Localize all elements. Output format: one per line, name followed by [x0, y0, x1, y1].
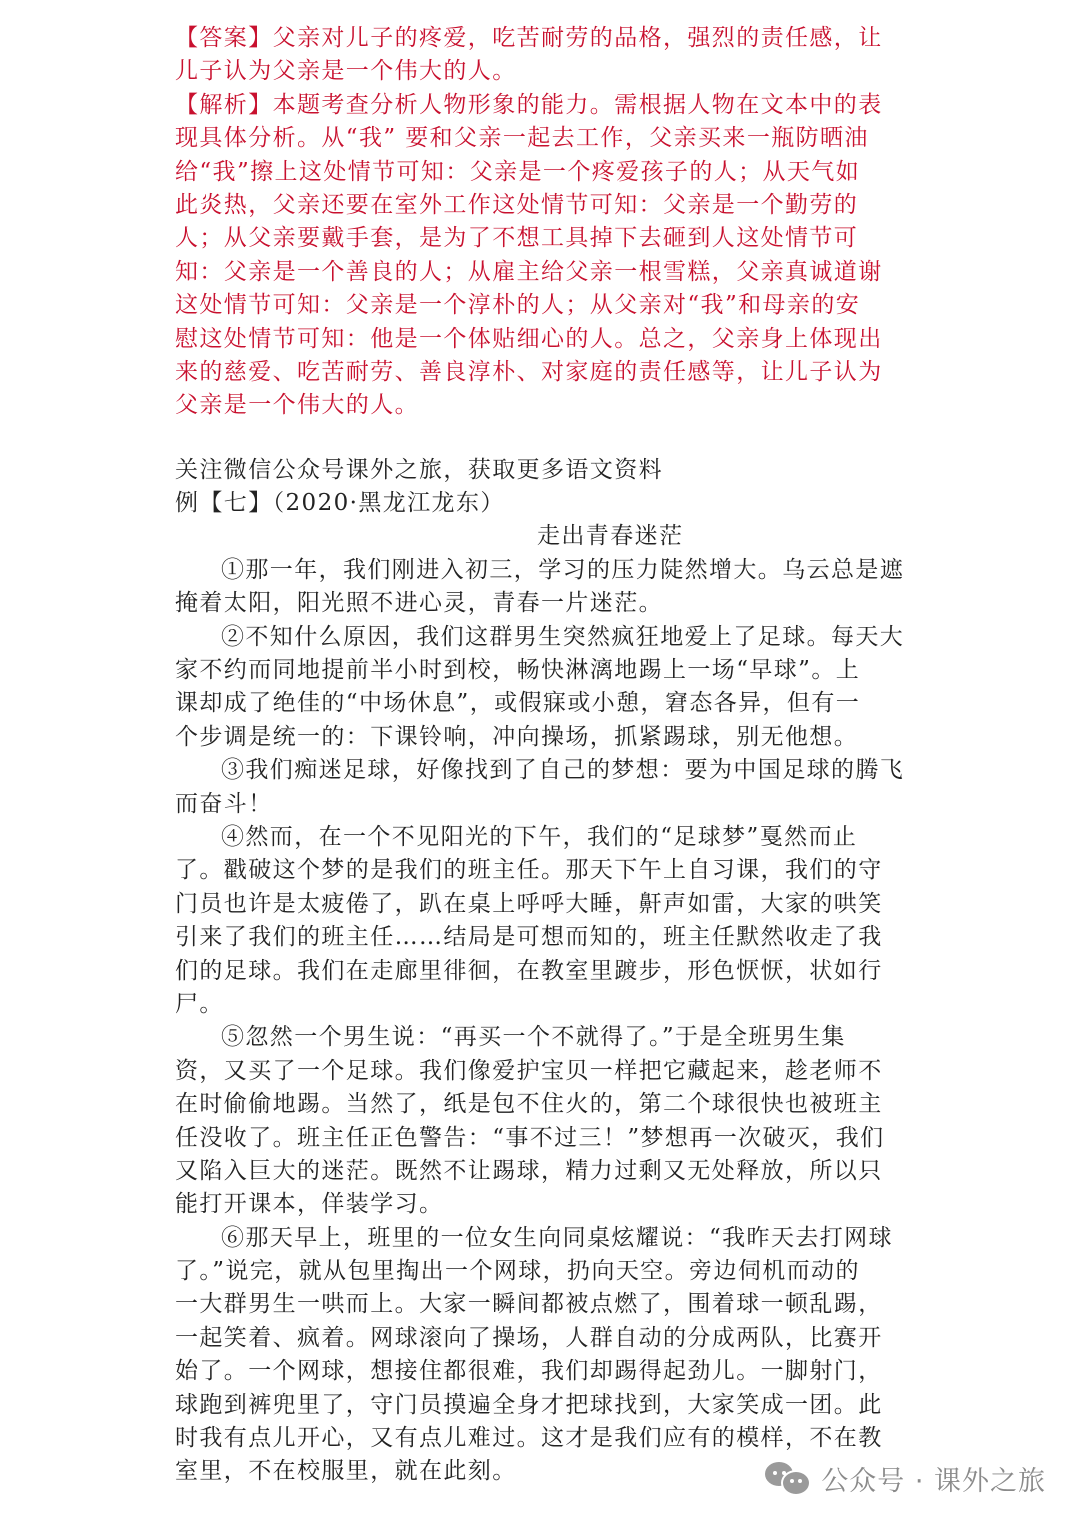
- paragraph-line: 个步调是统一的：下课铃响，冲向操场，抓紧踢球，别无他想。: [175, 723, 859, 750]
- paragraph-line: 尸。: [175, 990, 224, 1017]
- paragraph-line: 资，又买了一个足球。我们像爱护宝贝一样把它藏起来，趁老师不: [175, 1057, 883, 1084]
- analysis-line: 来的慈爱、吃苦耐劳、善良淳朴、对家庭的责任感等，让儿子认为: [175, 358, 883, 385]
- analysis-line: 知：父亲是一个善良的人；从雇主给父亲一根雪糕，父亲真诚道谢: [175, 258, 883, 285]
- paragraph-line: ⑥那天早上，班里的一位女生向同桌炫耀说：“我昨天去打网球: [221, 1224, 893, 1251]
- paragraph-line: 掩着太阳，阳光照不进心灵，青春一片迷茫。: [175, 590, 663, 617]
- analysis-line: 给“我”擦上这处情节可知：父亲是一个疼爱孩子的人；从天气如: [175, 158, 861, 185]
- analysis-line: 现具体分析。从“我” 要和父亲一起去工作，父亲买来一瓶防晒油: [175, 125, 869, 152]
- paragraph-line: 而奋斗！: [175, 790, 273, 817]
- paragraph-line: 们的足球。我们在走廊里徘徊，在教室里踱步，形色恹恹，状如行: [175, 957, 883, 984]
- analysis-line: 父亲是一个伟大的人。: [175, 392, 419, 419]
- paragraph-line: 了。戳破这个梦的是我们的班主任。那天下午上自习课，我们的守: [175, 857, 883, 884]
- paragraph-line: 课却成了绝佳的“中场休息”，或假寐或小憩，窘态各异，但有一: [175, 690, 861, 717]
- analysis-line: 此炎热，父亲还要在室外工作这处情节可知：父亲是一个勤劳的: [175, 191, 859, 218]
- example-label: 例【七】（2020·黑龙江龙东）: [175, 490, 505, 517]
- analysis-line: 这处情节可知：父亲是一个淳朴的人；从父亲对“我”和母亲的安: [175, 292, 861, 319]
- analysis-block: [175, 89, 905, 423]
- paragraph-line: 又陷入巨大的迷茫。既然不让踢球，精力过剩又无处释放，所以只: [175, 1157, 883, 1184]
- paragraph-line: 任没收了。班主任正色警告：“事不过三！”梦想再一次破灭，我们: [175, 1124, 885, 1151]
- answer-line: 儿子认为父亲是一个伟大的人。: [175, 58, 517, 85]
- document-body: [175, 22, 905, 1489]
- paragraph-line: 能打开课本，佯装学习。: [175, 1191, 444, 1218]
- paragraph-line: 引来了我们的班主任……结局是可想而知的，班主任默然收走了我: [175, 924, 883, 951]
- notice-line: 关注微信公众号课外之旅，获取更多语文资料: [175, 456, 663, 483]
- paragraph-line: 在时偷偷地踢。当然了，纸是包不住火的，第二个球很快也被班主: [175, 1091, 883, 1118]
- paragraph-line: 家不约而同地提前半小时到校，畅快淋漓地踢上一场“早球”。上: [175, 657, 861, 684]
- paragraph-line: 了。”说完，就从包里掏出一个网球，扔向天空。旁边伺机而动的: [175, 1258, 860, 1285]
- article-paragraph-1: [175, 554, 905, 621]
- paragraph-line: 门员也许是太疲倦了，趴在桌上呼呼大睡，鼾声如雷，大家的哄笑: [175, 890, 883, 917]
- analysis-line: 慰这处情节可知：他是一个体贴细心的人。总之，父亲身上体现出: [175, 325, 883, 352]
- paragraph-line: ①那一年，我们刚进入初三，学习的压力陡然增大。乌云总是遮: [221, 556, 905, 583]
- watermark-text: 公众号 · 课外之旅: [821, 1465, 1046, 1497]
- wechat-icon: [765, 1462, 809, 1494]
- answer-block: [175, 22, 905, 89]
- paragraph-line: 球跑到裤兜里了，守门员摸遍全身才把球找到，大家笑成一团。此: [175, 1391, 883, 1418]
- analysis-line: 人；从父亲要戴手套，是为了不想工具掉下去砸到人这处情节可: [175, 225, 859, 252]
- paragraph-line: 始了。一个网球，想接住都很难，我们却踢得起劲儿。一脚射门，: [175, 1358, 883, 1385]
- paragraph-line: ④然而，在一个不见阳光的下午，我们的“足球梦”戛然而止: [221, 823, 858, 850]
- analysis-line: 【解析】本题考查分析人物形象的能力。需根据人物在文本中的表: [175, 91, 883, 118]
- spacer: [175, 423, 905, 454]
- article-paragraph-5: [175, 1021, 905, 1221]
- article-title: 走出青春迷茫: [537, 523, 684, 550]
- paragraph-line: 一大群男生一哄而上。大家一瞬间都被点燃了，围着球一顿乱踢，: [175, 1291, 883, 1318]
- article-paragraph-4: [175, 821, 905, 1021]
- paragraph-line: ⑤忽然一个男生说：“再买一个不就得了。”于是全班男生集: [221, 1024, 846, 1051]
- article-paragraph-2: [175, 621, 905, 755]
- watermark: [765, 1455, 1046, 1501]
- paragraph-line: ②不知什么原因，我们这群男生突然疯狂地爱上了足球。每天大: [221, 623, 905, 650]
- article-paragraph-6: [175, 1222, 905, 1489]
- paragraph-line: 时我有点儿开心，又有点儿难过。这才是我们应有的模样，不在教: [175, 1425, 883, 1452]
- article-paragraph-3: [175, 754, 905, 821]
- answer-line: 【答案】父亲对儿子的疼爱，吃苦耐劳的品格，强烈的责任感，让: [175, 25, 883, 51]
- paragraph-line: 一起笑着、疯着。网球滚向了操场，人群自动的分成两队，比赛开: [175, 1324, 883, 1351]
- paragraph-line: ③我们痴迷足球，好像找到了自己的梦想：要为中国足球的腾飞: [221, 757, 905, 784]
- paragraph-line: 室里，不在校服里，就在此刻。: [175, 1458, 517, 1485]
